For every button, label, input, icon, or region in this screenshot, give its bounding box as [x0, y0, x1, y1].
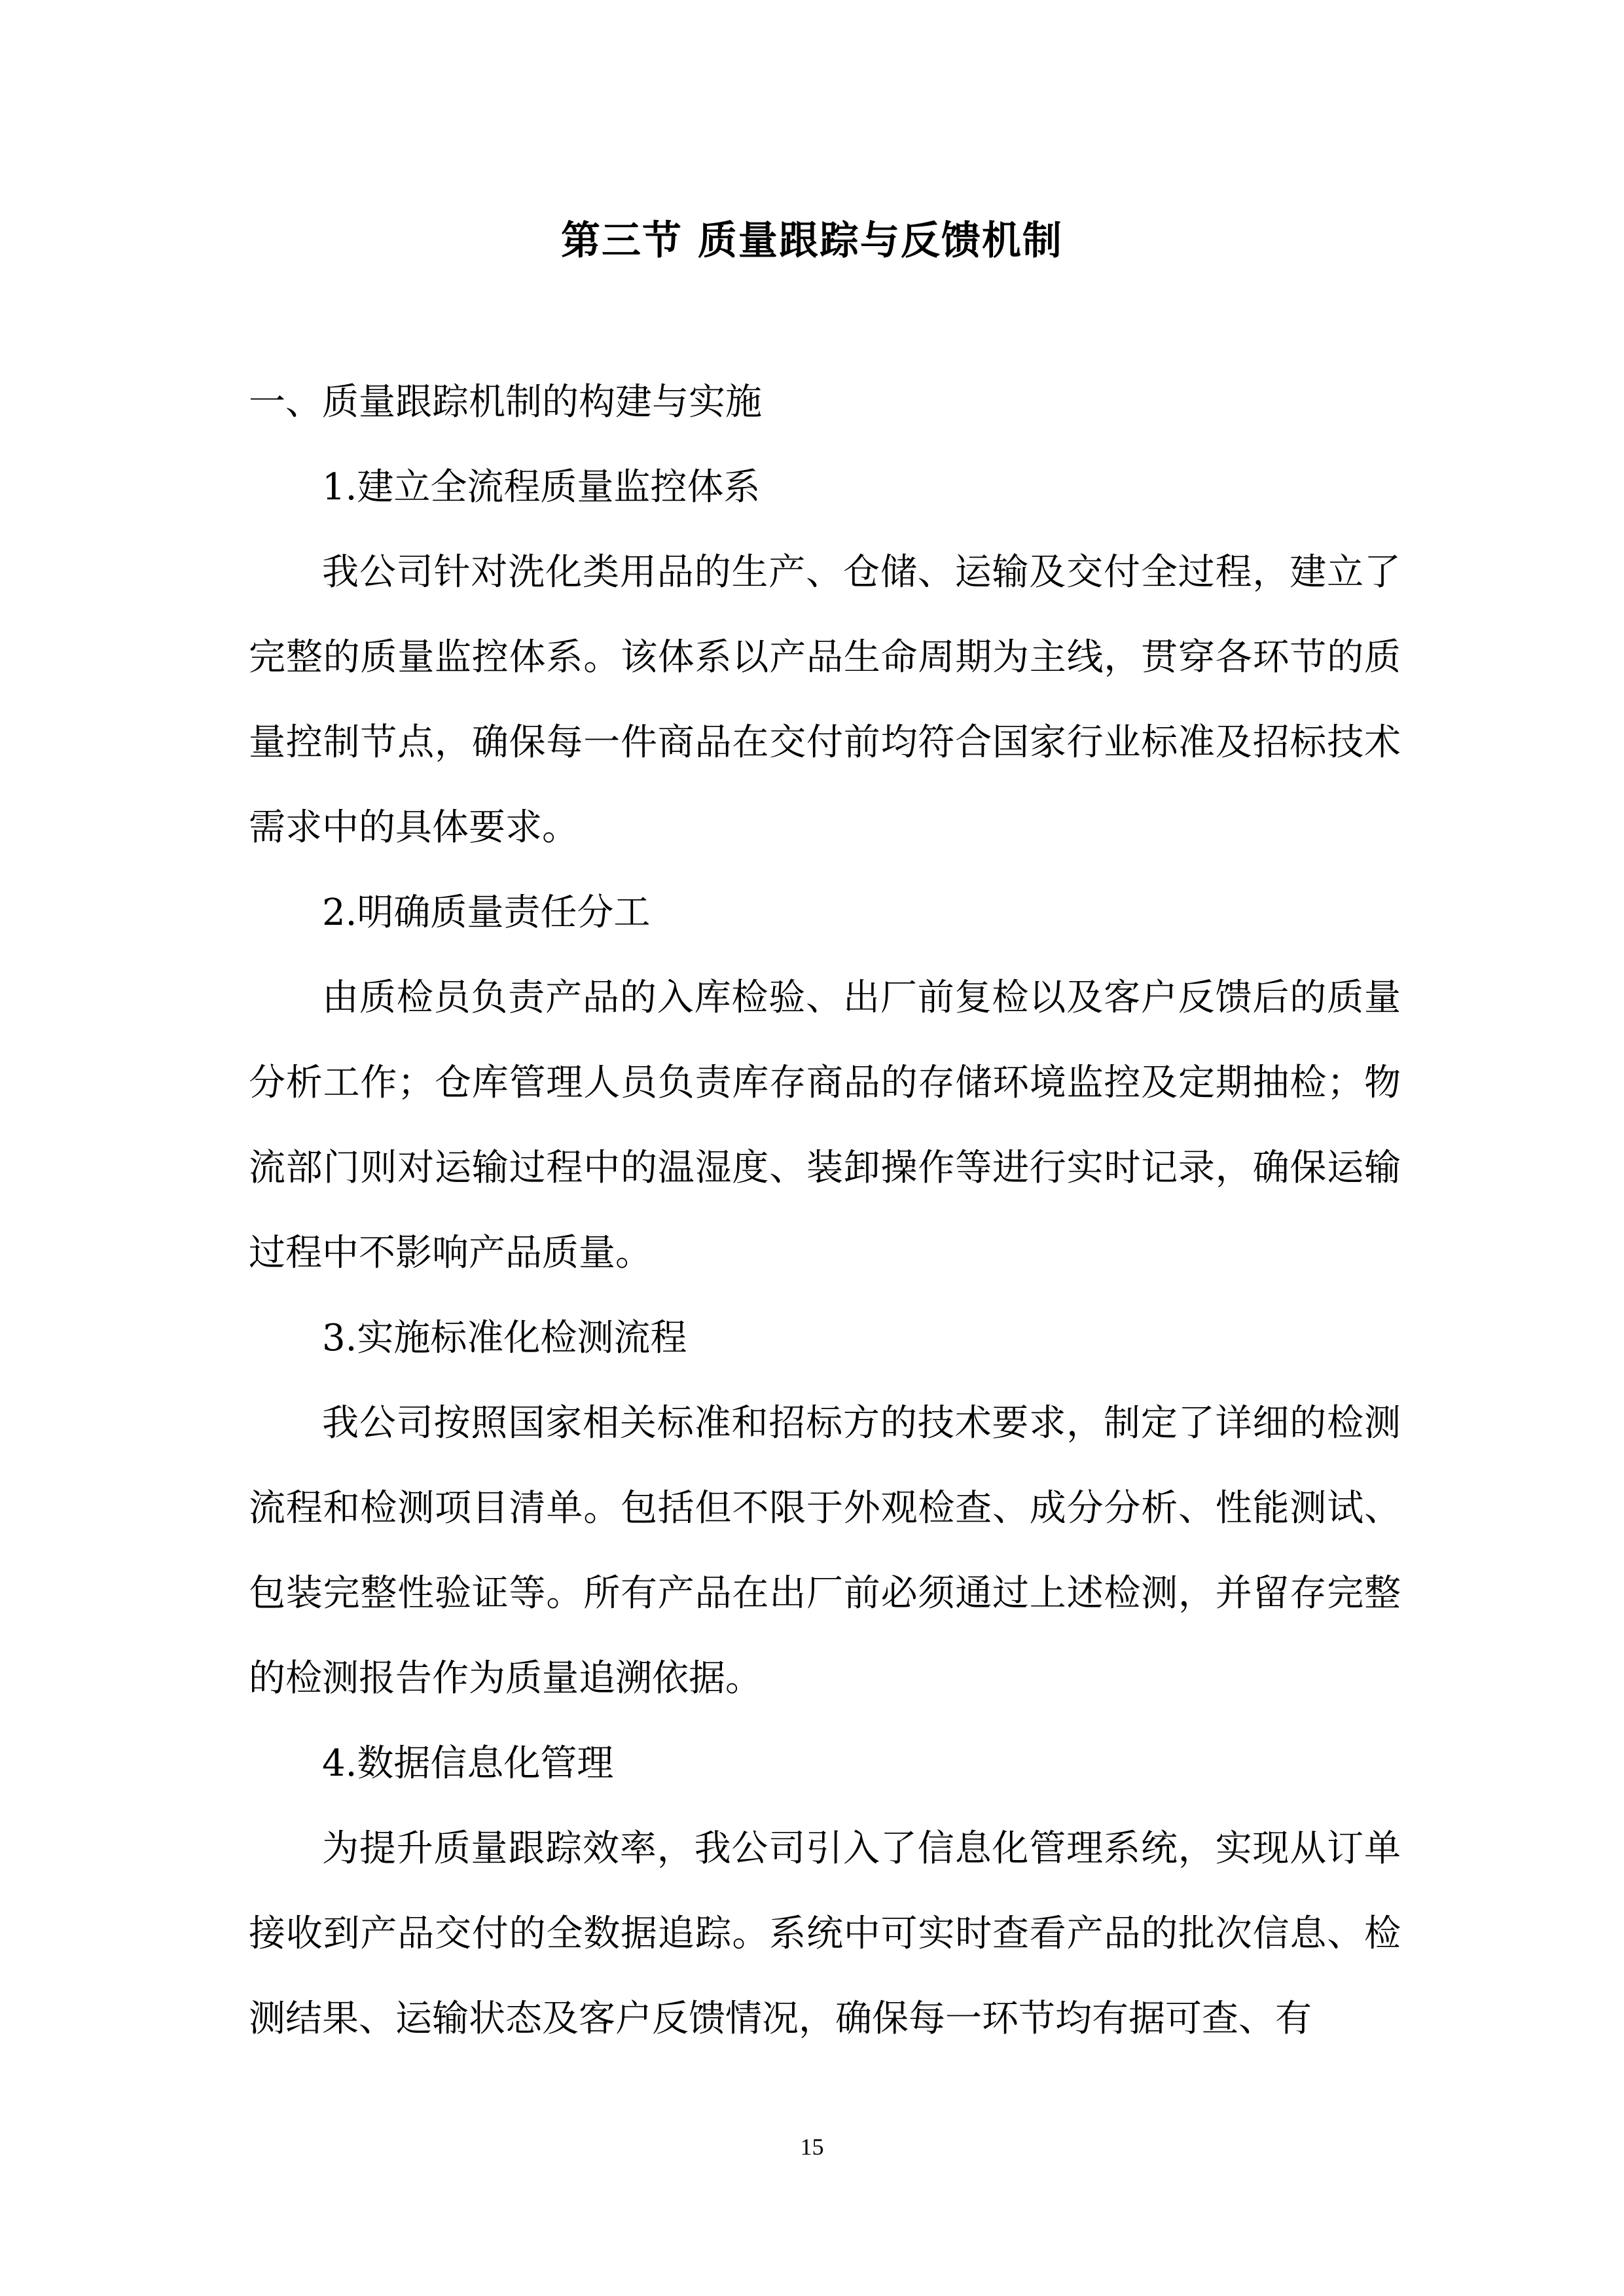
section-heading: 一、质量跟踪机制的构建与实施: [249, 381, 762, 423]
paragraph-1: 我公司针对洗化类用品的生产、仓储、运输及交付全过程，建立了完整的质量监控体系。该体系以产品生命周期为主线，贯穿各环节的质量控制节点，确保每一件商品在交付前均符合国家行业标准及招标技术需求中的具体要求。: [249, 551, 1401, 849]
subsection-heading-4: 4.数据信息化管理: [322, 1742, 614, 1785]
page-title: 第三节 质量跟踪与反馈机制: [561, 218, 1063, 264]
subsection-heading-1: 1.建立全流程质量监控体系: [322, 466, 761, 509]
page-number: 15: [800, 2134, 824, 2160]
document-body: [249, 360, 1401, 2062]
paragraph-4: 为提升质量跟踪效率，我公司引入了信息化管理系统，实现从订单接收到产品交付的全数据追踪。系统中可实时查看产品的批次信息、检测结果、运输状态及客户反馈情况，确保每一环节均有据可查、有: [249, 1827, 1401, 2040]
subsection-heading-3: 3.实施标准化检测流程: [322, 1317, 687, 1359]
subsection-heading-2: 2.明确质量责任分工: [322, 891, 651, 934]
paragraph-3: 我公司按照国家相关标准和招标方的技术要求，制定了详细的检测流程和检测项目清单。包括但不限于外观检查、成分分析、性能测试、包装完整性验证等。所有产品在出厂前必须通过上述检测，并留存完整的检测报告作为质量追溯依据。: [249, 1402, 1401, 1700]
paragraph-2: 由质检员负责产品的入库检验、出厂前复检以及客户反馈后的质量分析工作；仓库管理人员负责库存商品的存储环境监控及定期抽检；物流部门则对运输过程中的温湿度、装卸操作等进行实时记录，确保运输过程中不影响产品质量。: [249, 977, 1401, 1274]
